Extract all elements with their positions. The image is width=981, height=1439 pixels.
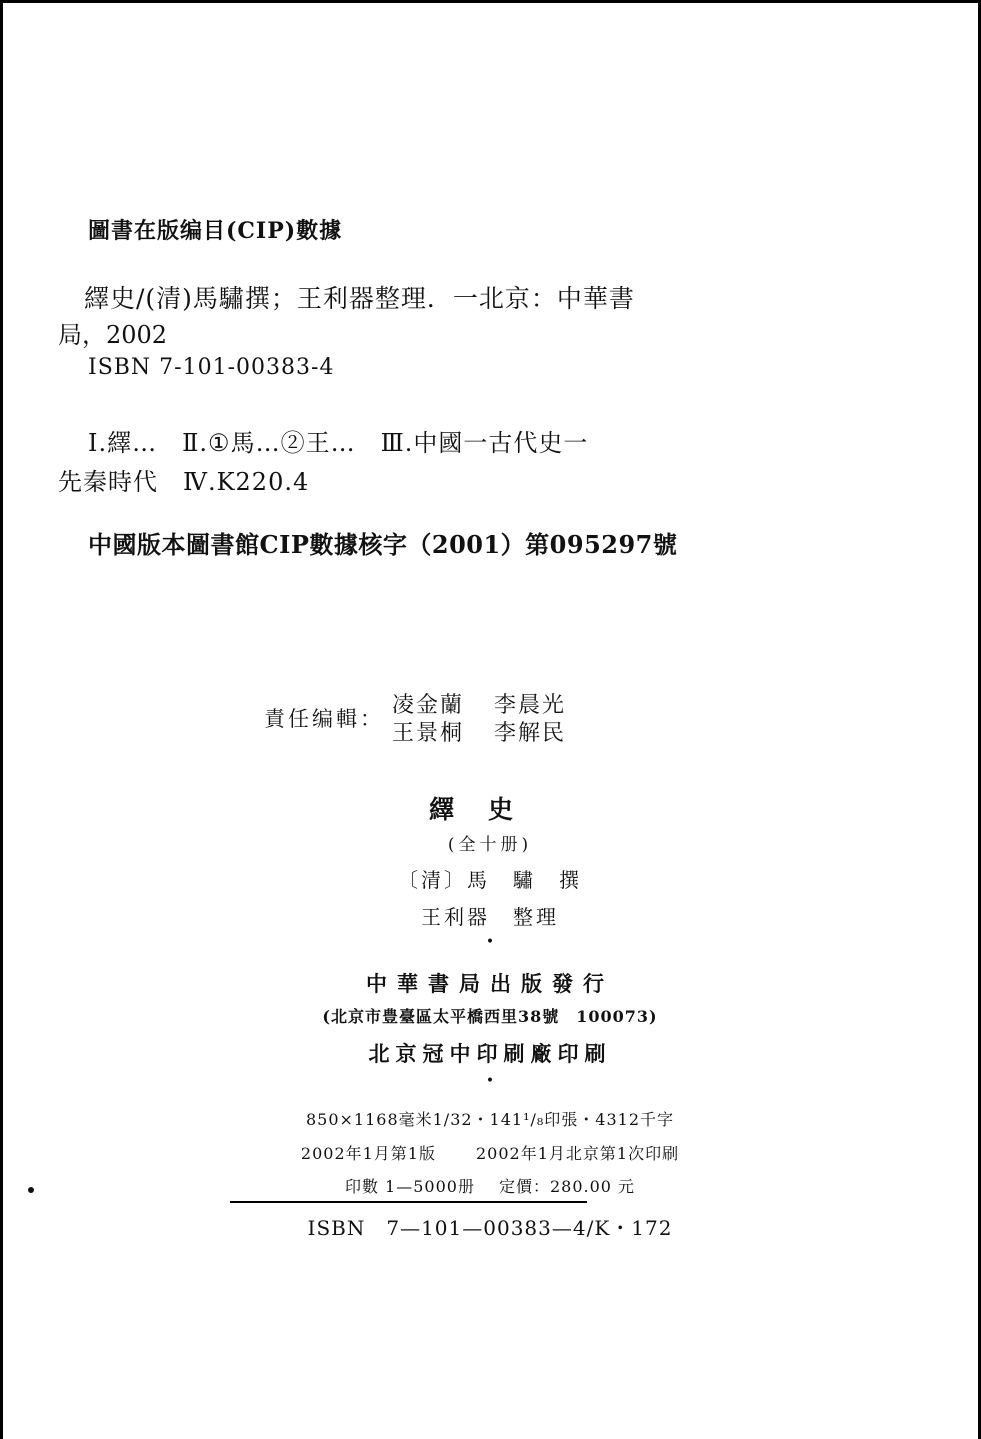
- editors-row-1: [392, 688, 566, 719]
- print-run: 印數 1—5000册: [344, 1177, 475, 1196]
- book-title: 繹史: [428, 795, 547, 824]
- divider-rule: [230, 1201, 587, 1203]
- cip-bibliographic-line-continued: 局，2002: [58, 321, 168, 349]
- print-run-info: [180, 1174, 800, 1197]
- separator-dot: •: [485, 1073, 495, 1089]
- print-specifications: 850×1168毫米1/32・141¹/₈印張・4312千字: [305, 1110, 675, 1129]
- printer-line: 北京冠中印刷廠印刷: [368, 1041, 612, 1066]
- page-border-left: [0, 0, 3, 1439]
- cip-isbn: ISBN 7-101-00383-4: [88, 355, 335, 380]
- price: 定價：280.00 元: [498, 1177, 636, 1196]
- editor-name: 李晨光: [494, 693, 567, 718]
- edition-info: [180, 1141, 800, 1164]
- cip-subject-headings: Ⅰ.繹… Ⅱ.①馬…②王… Ⅲ.中國一古代史一: [88, 429, 589, 457]
- responsible-editors-label: 責任编輯：: [264, 707, 384, 731]
- cip-subject-headings-continued: 先秦時代 Ⅳ.K220.4: [58, 468, 310, 496]
- editor-name: 凌金蘭: [392, 693, 465, 718]
- editor-name: 王景桐: [392, 721, 465, 746]
- volume-count: (全十册): [447, 835, 533, 855]
- colophon-isbn: ISBN 7—101—00383—4/K・172: [307, 1216, 673, 1240]
- editor-name: 李解民: [494, 721, 567, 746]
- cip-heading: 圖書在版编目(CIP)數據: [88, 218, 343, 244]
- cip-approval-number: 中國版本圖書館CIP數據核字（2001）第095297號: [88, 530, 678, 559]
- publisher-line: 中華書局出版發行: [366, 971, 614, 996]
- separator-dot: •: [485, 934, 495, 950]
- author-line: 〔清〕馬 驌 撰: [398, 868, 582, 892]
- editor-line: 王利器 整理: [421, 905, 559, 929]
- cip-bibliographic-line: 繹史/(清)馬驌撰；王利器整理．一北京：中華書: [84, 284, 635, 313]
- page-border-top: [0, 0, 981, 3]
- scan-speck: [28, 1187, 34, 1193]
- publisher-address: (北京市豊臺區太平橋西里38號 100073): [322, 1007, 658, 1026]
- printing-date: 2002年1月北京第1次印刷: [476, 1144, 680, 1163]
- edition-date: 2002年1月第1版: [300, 1144, 436, 1163]
- editors-row-2: [392, 716, 566, 747]
